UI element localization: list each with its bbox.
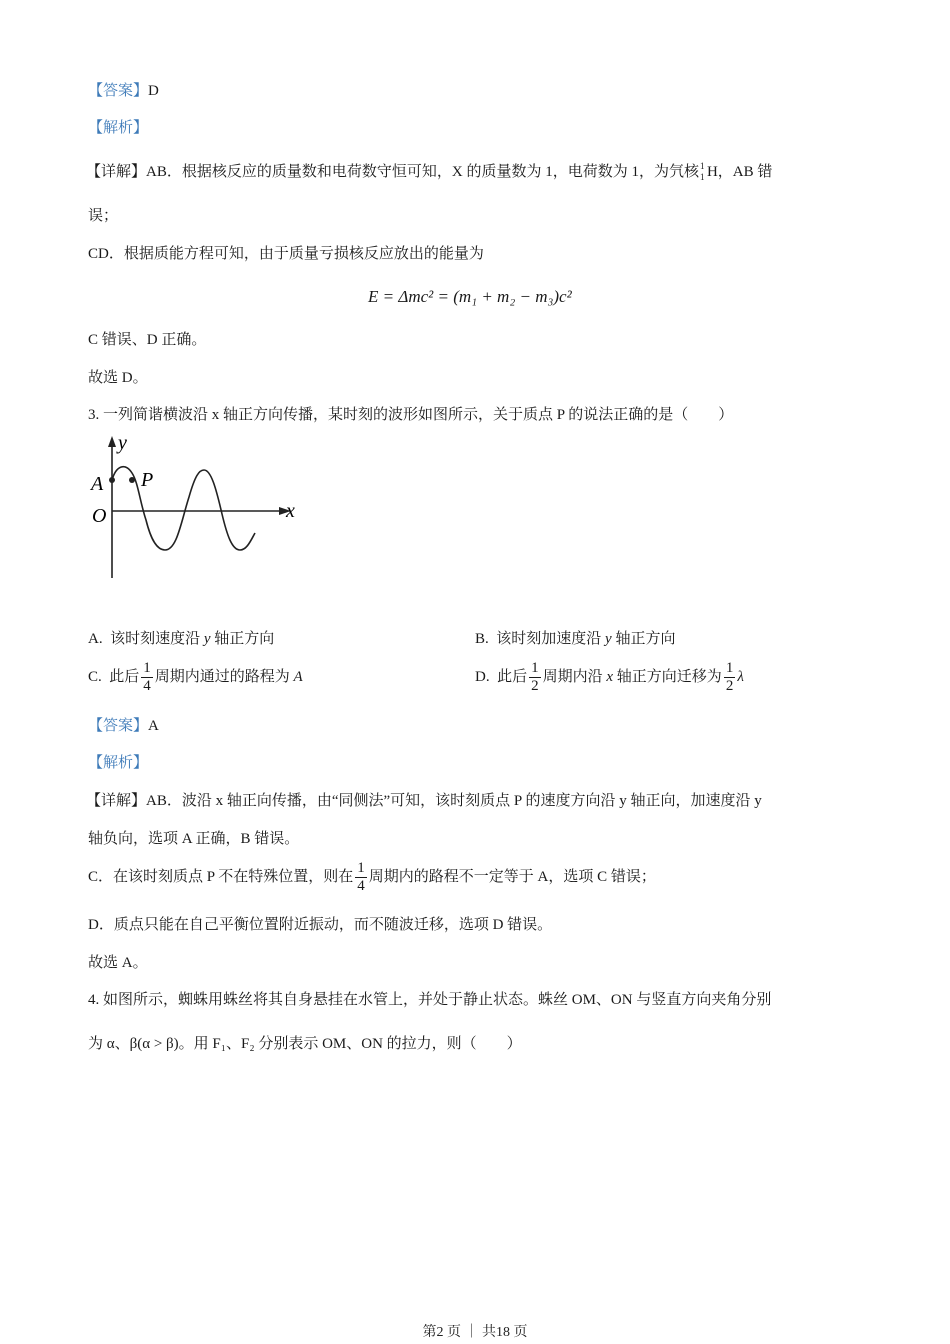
answer-line-q3 <box>88 716 159 736</box>
option-d[interactable]: D. 此后 $\frac{1}{2}$ 周期内沿 x 轴正方向迁移为 $\frac{1}{2}$ λ <box>475 660 744 694</box>
fraction: $\frac{1}{2}$ <box>725 660 734 694</box>
wave-figure <box>85 432 305 582</box>
detail-d-line: D．质点只能在自己平衡位置附近振动，而不随波迁移，选项 D 错误。 <box>88 917 553 933</box>
answer-value: A <box>148 718 159 734</box>
analysis-tag: 【解析】 <box>88 755 149 771</box>
cd-line: CD．根据质能方程可知，由于质量亏损核反应放出的能量为 <box>88 246 484 262</box>
conclusion-q2: 故选 D。 <box>88 370 148 386</box>
question-4-stem-line-1: 4. 如图所示，蜘蛛用蛛丝将其自身悬挂在水管上，并处于静止状态。蛛丝 OM、ON 与竖直方向夹角分别 <box>88 992 772 1008</box>
option-c[interactable]: C. 此后 $\frac{1}{4}$ 周期内通过的路程为 A <box>88 660 303 694</box>
label-p: P <box>141 469 154 491</box>
y-axis-arrow-icon <box>108 436 116 447</box>
conclusion-q3: 故选 A。 <box>88 955 148 971</box>
detail-ab-line-2: 轴负向，选项 A 正确，B 错误。 <box>88 831 300 847</box>
question-3-stem: 3. 一列简谐横波沿 x 轴正方向传播，某时刻的波形如图所示，关于质点 P 的说法正确的是（ ） <box>88 407 734 423</box>
detail-line-2: 误； <box>88 208 119 224</box>
answer-value: D <box>148 83 159 99</box>
point-a <box>109 477 115 483</box>
detail-tag: 【详解】 <box>86 793 147 809</box>
answer-tag: 【答案】 <box>88 718 149 734</box>
label-a: A <box>91 473 104 495</box>
analysis-tag: 【解析】 <box>88 120 149 136</box>
c-line: C 错误、D 正确。 <box>88 332 207 348</box>
fraction: $\frac{1}{2}$ <box>531 660 539 694</box>
answer-line-q2 <box>88 81 159 101</box>
label-y: y <box>118 432 127 454</box>
label-x: x <box>286 500 295 522</box>
answer-tag: 【答案】 <box>88 83 149 99</box>
detail-ab-line-1: 【详解】AB．波沿 x 轴正向传播，由“同侧法”可知，该时刻质点 P 的速度方向沿 y 轴正向，加速度沿 y <box>86 793 762 809</box>
option-b[interactable]: B. 该时刻加速度沿 y 轴正方向 <box>475 631 676 647</box>
mass-energy-formula: E = Δmc² = (m₁ + m₂ − m₃)c² <box>368 287 572 306</box>
page-footer: 第2 页 ｜ 共18 页 <box>422 1325 528 1340</box>
fraction: $\frac{1}{4}$ <box>357 860 365 894</box>
analysis-tag-q2 <box>88 118 148 138</box>
detail-tag: 【详解】 <box>86 164 147 180</box>
label-o: O <box>92 505 107 527</box>
fraction: $\frac{1}{4}$ <box>143 660 151 694</box>
detail-c-line: C．在该时刻质点 P 不在特殊位置，则在 $\frac{1}{4}$ 周期内的路程不一定等于 A，选项 C 错误； <box>88 860 656 894</box>
analysis-tag-q3 <box>88 753 148 773</box>
option-a[interactable]: A. 该时刻速度沿 y 轴正方向 <box>88 631 275 647</box>
question-4-stem-line-2: 为 α、β(α > β)。用 F₁、F₂ 分别表示 OM、ON 的拉力，则（ ） <box>88 1036 522 1052</box>
detail-line-1: 【详解】AB．根据核反应的质量数和电荷数守恒可知，X 的质量数为 1，电荷数为 1，为氕核 1 1 H，AB 错 <box>86 161 773 182</box>
nuclide-notation: 1 1 <box>699 161 705 182</box>
point-p <box>129 477 135 483</box>
